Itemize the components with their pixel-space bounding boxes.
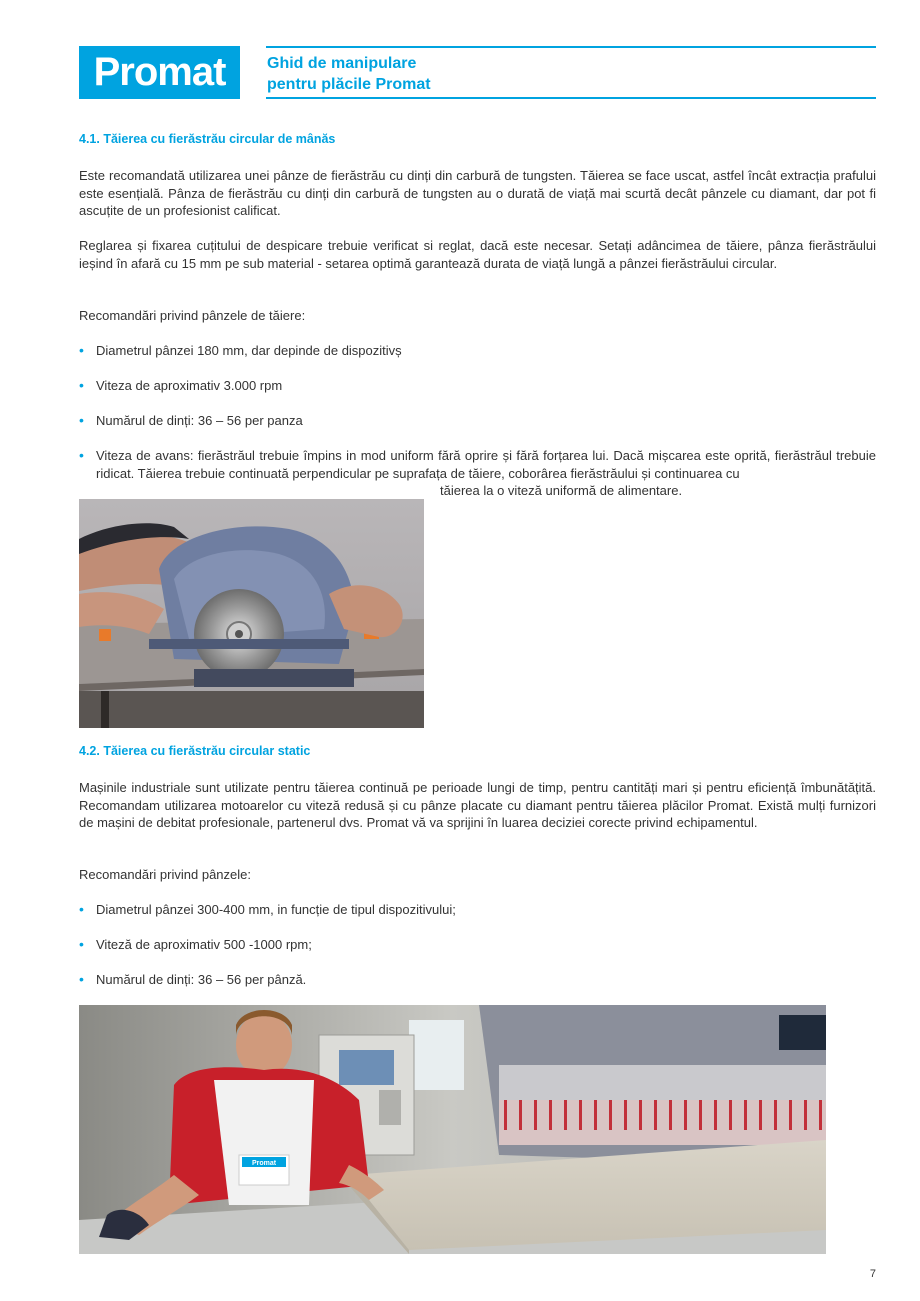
list-item: • Viteză de aproximativ 500 -1000 rpm;	[79, 936, 876, 954]
section-4-1-paragraph-1: Este recomandată utilizarea unei pânze de fierăstrău cu dinți din carbură de tungsten. Tăierea se face uscat, astfel încât extracția prafului este esențială. Pânza de fierăstrău cu dinți din carbură de tungsten au o durată de viață mai scurtă decât pânzele cu diamant, dar pot fi ascuțite de un profesionist calificat.	[79, 168, 876, 218]
page-number: 7	[869, 1268, 876, 1280]
section-4-1-paragraph-3: Recomandări privind pânzele de tăiere:	[79, 308, 306, 323]
document-title	[267, 53, 431, 95]
list-item: • Diametrul pânzei 300-400 mm, in funcție de tipul dispozitivului;	[79, 901, 876, 919]
section-4-2-paragraph-1: Mașinile industriale sunt utilizate pentru tăierea continuă pe perioade lungi de timp, pentru cantități mari și pentru eficiență îmbunătățită. Recomandam utilizarea motoarelor cu viteză redusă și cu pânze placate cu diamant pentru tăierea plăcilor Promat. Există mulți furnizori de mașini de debitat profesionale, partenerul dvs. Promat vă va sprijini în luarea deciziei corecte privind echipamentul.	[79, 780, 876, 830]
list-item: • Viteza de aproximativ 3.000 rpm	[79, 377, 876, 395]
header-rule-bottom	[266, 97, 876, 99]
section-4-2-title: 4.2. Tăierea cu fierăstrău circular static	[79, 744, 311, 758]
circular-saw-photo	[79, 499, 424, 728]
document-title-line1: Ghid de manipulare	[267, 55, 417, 72]
list-item: • Viteza de avans: fierăstrăul trebuie împins in mod uniform fără oprire și fără forțarea lui. Dacă mișcarea este oprită, fierăstrăul trebuie ridicat. Tăierea trebuie continuată perpendicular pe suprafața de tăiere, coborârea fierăstrăului și continuarea cu	[79, 447, 876, 482]
list-item: • Numărul de dinți: 36 – 56 per panza	[79, 412, 876, 430]
section-4-1-paragraph-2: Reglarea și fixarea cuțitului de despicare trebuie verificat si reglat, dacă este necesar. Setați adâncimea de tăiere, pânza fierăstrăului ieșind în afară cu 15 mm pe sub material - setarea optimă garantează durata de viață lungă a pânzei fierăstrăului circular.	[79, 238, 876, 271]
list-item: • Diametrul pânzei 180 mm, dar depinde de dispozitivș	[79, 342, 876, 360]
section-4-2-paragraph-2: Recomandări privind pânzele:	[79, 867, 251, 882]
section-4-1-title: 4.1. Tăierea cu fierăstrău circular de mânăs	[79, 132, 336, 146]
list-item: • Numărul de dinți: 36 – 56 per pânză.	[79, 971, 876, 989]
list-item-continuation: tăierea la o viteză uniformă de alimentare.	[440, 483, 683, 498]
shirt-badge-text: Promat	[251, 1160, 277, 1167]
industrial-saw-photo	[79, 1005, 826, 1254]
document-title-line2: pentru plăcile Promat	[267, 76, 431, 93]
header-rule-top	[266, 46, 876, 48]
promat-logo: Promat	[79, 46, 240, 99]
